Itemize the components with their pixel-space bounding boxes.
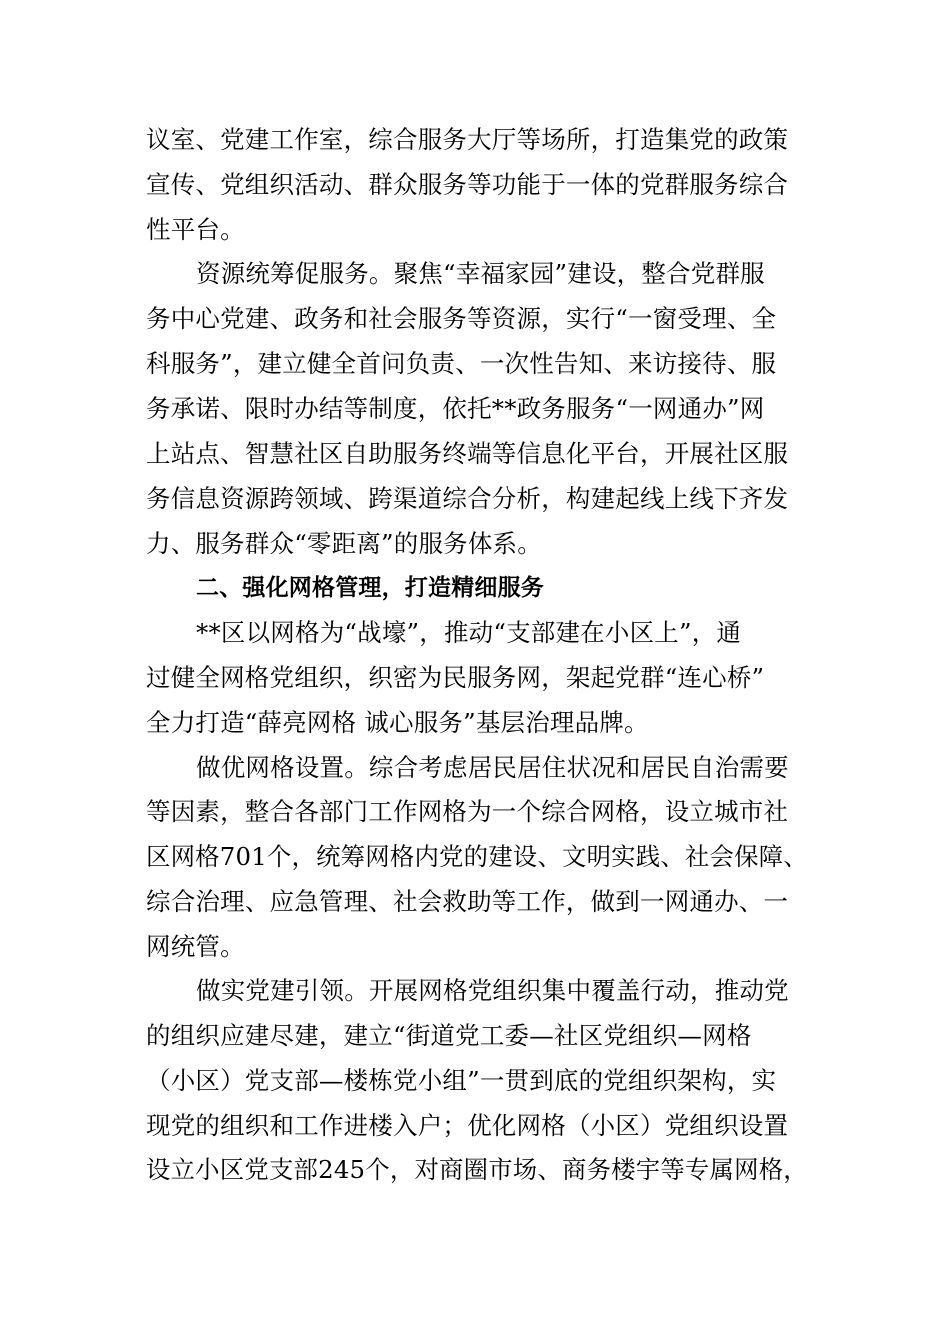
- paragraph-5-line-3: （小区）党支部—楼栋党小组”一贯到底的党组织架构，实: [146, 1066, 777, 1095]
- paragraph-2-line-2: 务中心党建、政务和社会服务等资源，实行“一窗受理、全: [146, 304, 777, 333]
- paragraph-3-line-3: 全力打造“薛亮网格 诚心服务”基层治理品牌。: [146, 708, 649, 737]
- paragraph-4-line-2: 等因素，整合各部门工作网格为一个综合网格，设立城市社: [146, 797, 789, 826]
- paragraph-2-line-6: 务信息资源跨领域、跨渠道综合分析，构建起线上线下齐发: [146, 484, 789, 513]
- paragraph-2-line-7: 力、服务群众“零距离”的服务体系。: [146, 529, 542, 558]
- paragraph-2-line-1: 资源统筹促服务。聚焦“幸福家园”建设，整合党群服: [196, 259, 765, 288]
- paragraph-1-line-2: 宣传、党组织活动、群众服务等功能于一体的党群服务综合: [146, 170, 789, 199]
- paragraph-2-line-5: 上站点、智慧社区自助服务终端等信息化平台，开展社区服: [146, 439, 789, 468]
- paragraph-4-line-4: 综合治理、应急管理、社会救助等工作，做到一网通办、一: [146, 887, 789, 916]
- paragraph-2-line-4: 务承诺、限时办结等制度，依托**政务服务“一网通办”网: [146, 394, 765, 423]
- paragraph-4-line-5: 网统管。: [146, 932, 245, 961]
- paragraph-5-line-5: 设立小区党支部245个，对商圈市场、商务楼宇等专属网格，: [146, 1155, 808, 1184]
- paragraph-1-line-3: 性平台。: [146, 215, 245, 244]
- paragraph-1-line-1: 议室、党建工作室，综合服务大厅等场所，打造集党的政策: [146, 125, 789, 154]
- paragraph-4-line-3: 区网格701个，统筹网格内党的建设、文明实践、社会保障、: [146, 842, 808, 871]
- paragraph-4-line-1: 做优网格设置。综合考虑居民居住状况和居民自治需要: [196, 753, 789, 782]
- section-heading: 二、强化网格管理，打造精细服务: [196, 575, 544, 601]
- paragraph-5-line-4: 现党的组织和工作进楼入户；优化网格（小区）党组织设置: [146, 1111, 789, 1140]
- paragraph-5-line-2: 的组织应建尽建，建立“街道党工委—社区党组织—网格: [146, 1021, 752, 1050]
- paragraph-3-line-2: 过健全网格党组织，织密为民服务网，架起党群“连心桥”: [146, 663, 765, 692]
- paragraph-3-line-1: **区以网格为“战壕”，推动“支部建在小区上”，通: [196, 618, 742, 647]
- paragraph-5-line-1: 做实党建引领。开展网格党组织集中覆盖行动，推动党: [196, 976, 789, 1005]
- paragraph-2-line-3: 科服务”，建立健全首问负责、一次性告知、来访接待、服: [146, 349, 777, 378]
